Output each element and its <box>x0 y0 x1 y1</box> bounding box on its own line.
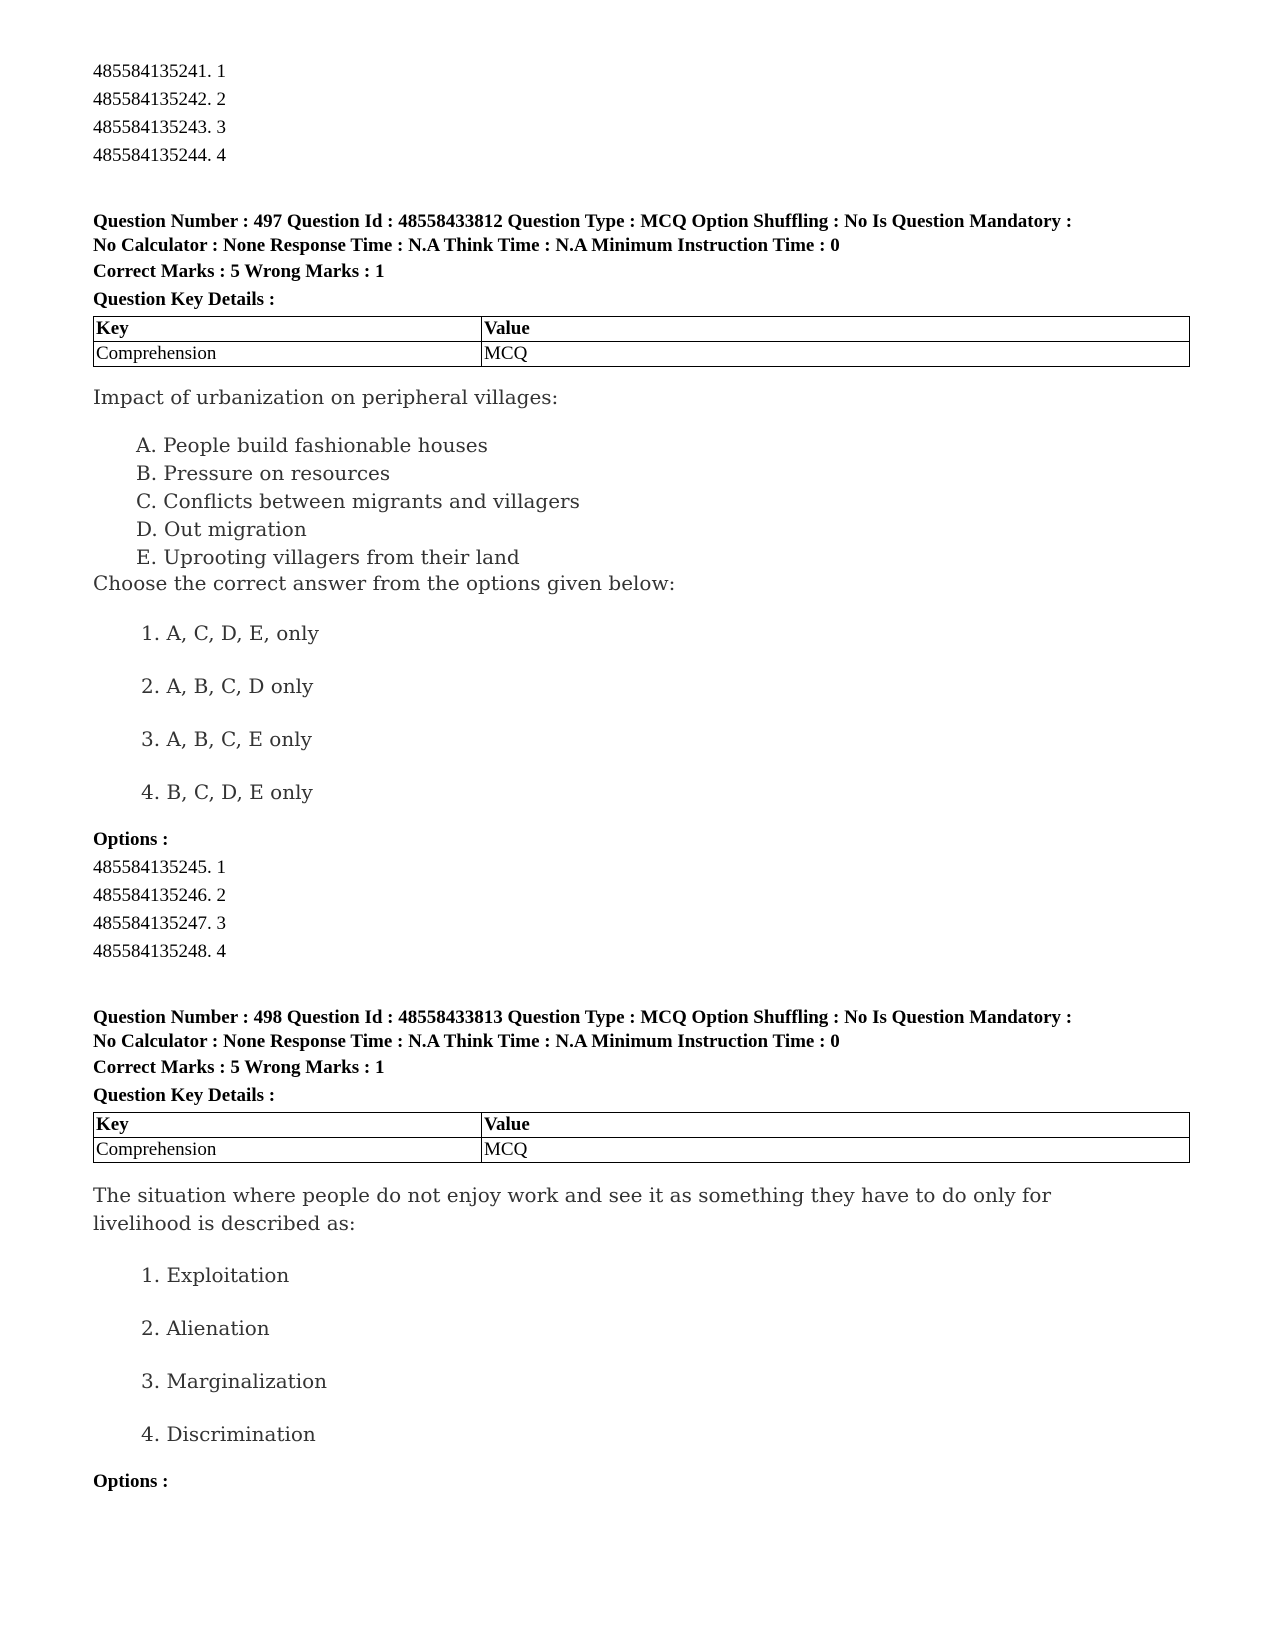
answer-choice: 4. B, C, D, E only <box>141 780 313 804</box>
question-497 <box>93 210 1183 966</box>
choose-instruction: Choose the correct answer from the options given below: <box>93 571 676 595</box>
option-item: 485584135242. 2 <box>93 89 226 110</box>
table-header-key: Key <box>94 1113 482 1138</box>
question-content <box>93 1181 1183 1446</box>
options-label: Options : <box>93 829 169 850</box>
option-item: 485584135247. 3 <box>93 913 226 934</box>
answer-choices <box>141 1263 1183 1446</box>
question-meta-line-1: Question Number : 498 Question Id : 48558433813 Question Type : MCQ Option Shuffling : No Is Question Mandatory : <box>93 1007 1073 1028</box>
statement-item: E. Uprooting villagers from their land <box>136 545 520 569</box>
question-meta-line-1: Question Number : 497 Question Id : 48558433812 Question Type : MCQ Option Shuffling : No Is Question Mandatory : <box>93 211 1073 232</box>
key-details-label: Question Key Details : <box>93 1085 276 1106</box>
answer-choice: 3. Marginalization <box>141 1369 328 1393</box>
document-page <box>93 58 1183 1496</box>
statement-item: A. People build fashionable houses <box>136 433 488 457</box>
key-details-table <box>93 316 1190 367</box>
answer-choice: 2. A, B, C, D only <box>141 674 314 698</box>
answer-choice: 1. A, C, D, E, only <box>141 621 319 645</box>
question-meta-line-2: No Calculator : None Response Time : N.A Think Time : N.A Minimum Instruction Time : 0 <box>93 1031 840 1052</box>
answer-choice: 1. Exploitation <box>141 1263 290 1287</box>
table-cell-value: MCQ <box>482 1138 1190 1163</box>
option-item: 485584135245. 1 <box>93 857 226 878</box>
table-row <box>94 342 1190 367</box>
question-meta-line-2: No Calculator : None Response Time : N.A Think Time : N.A Minimum Instruction Time : 0 <box>93 235 840 256</box>
statement-list <box>136 431 1183 571</box>
marks-line: Correct Marks : 5 Wrong Marks : 1 <box>93 261 385 282</box>
statement-item: D. Out migration <box>136 517 307 541</box>
option-item: 485584135248. 4 <box>93 941 226 962</box>
key-details-label: Question Key Details : <box>93 289 276 310</box>
answer-choices <box>141 621 1183 804</box>
table-header-key: Key <box>94 317 482 342</box>
table-cell-key: Comprehension <box>94 342 482 367</box>
answer-choice: 3. A, B, C, E only <box>141 727 312 751</box>
previous-options-list <box>93 58 1183 170</box>
question-stem: Impact of urbanization on peripheral villages: <box>93 385 559 409</box>
key-details-table <box>93 1112 1190 1163</box>
statement-item: C. Conflicts between migrants and villagers <box>136 489 580 513</box>
marks-line: Correct Marks : 5 Wrong Marks : 1 <box>93 1057 385 1078</box>
table-cell-key: Comprehension <box>94 1138 482 1163</box>
statement-item: B. Pressure on resources <box>136 461 391 485</box>
answer-choice: 2. Alienation <box>141 1316 270 1340</box>
question-498 <box>93 1006 1183 1496</box>
table-row <box>94 1138 1190 1163</box>
question-stem: The situation where people do not enjoy work and see it as something they have to do only for livelihood is described as: <box>93 1183 1051 1235</box>
table-header-row <box>94 317 1190 342</box>
table-header-row <box>94 1113 1190 1138</box>
options-label: Options : <box>93 1471 169 1492</box>
answer-choice: 4. Discrimination <box>141 1422 316 1446</box>
option-item: 485584135244. 4 <box>93 145 226 166</box>
question-content <box>93 385 1183 804</box>
table-header-value: Value <box>482 1113 1190 1138</box>
table-cell-value: MCQ <box>482 342 1190 367</box>
options-list <box>93 854 1183 966</box>
table-header-value: Value <box>482 317 1190 342</box>
option-item: 485584135246. 2 <box>93 885 226 906</box>
option-item: 485584135243. 3 <box>93 117 226 138</box>
option-item: 485584135241. 1 <box>93 61 226 82</box>
